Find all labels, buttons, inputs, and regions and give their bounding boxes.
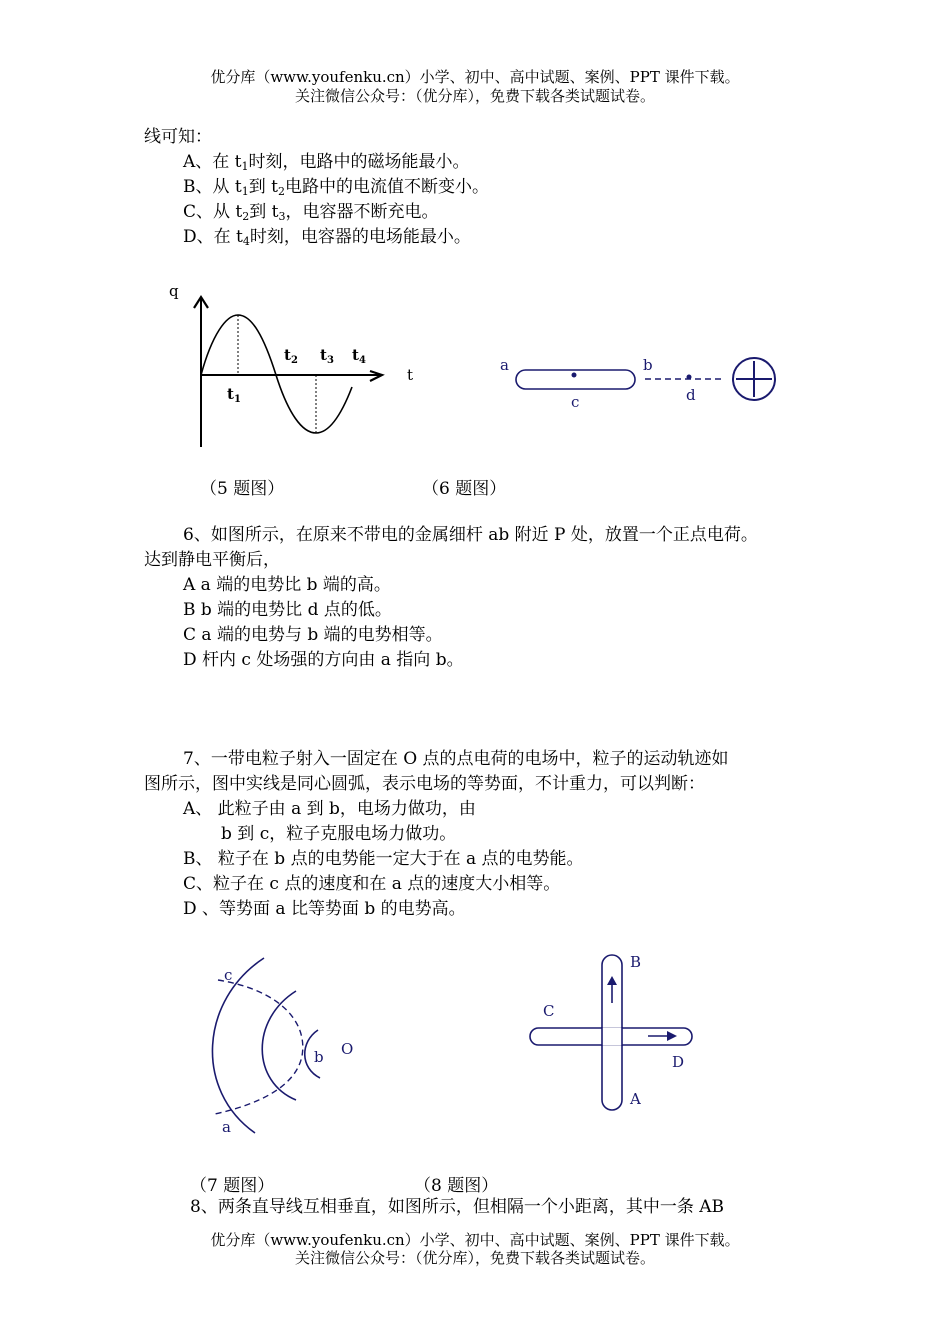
figure-8-caption: （8 题图） (414, 1176, 499, 1196)
equipotential-arc-b (262, 991, 296, 1100)
point-c-label: c (224, 966, 233, 984)
wire-end-b-label: B (630, 953, 642, 971)
point-o-label: O (341, 1040, 354, 1058)
q6-option-c: C a 端的电势与 b 端的电势相等。 (183, 625, 443, 645)
t-axis-label: t (407, 366, 414, 384)
q6-stem-line1: 6、如图所示，在原来不带电的金属细杆 ab 附近 P 处，放置一个正点电荷。 (183, 525, 758, 545)
rod-end-b-label: b (643, 356, 653, 374)
q5-option-b: B、从 $t_1$到 $t_2$电路中的电流值不断变小。 (183, 177, 489, 198)
figure-7-caption: （7 题图） (190, 1176, 275, 1196)
t4-label: $t_4$ (352, 346, 366, 366)
point-d-label: d (686, 386, 696, 404)
t3-label: $t_3$ (320, 346, 334, 366)
point-c-dot (572, 373, 577, 378)
t2-label: $t_2$ (284, 346, 298, 366)
q7-stem-line1: 7、一带电粒子射入一固定在 O 点的点电荷的电场中，粒子的运动轨迹如 (183, 749, 729, 769)
figure-8-perpendicular-wires (520, 945, 710, 1125)
q5-option-c: C、从 $t_2$到 $t_3$，电容器不断充电。 (183, 202, 439, 223)
q7-option-d: D 、等势面 a 比等势面 b 的电势高。 (183, 899, 466, 919)
rod-end-a-label: a (500, 356, 509, 374)
page-footer-line1: 优分库（www.youfenku.cn）小学、初中、高中试题、案例、PPT 课件下载。 (210, 1231, 740, 1249)
q6-stem-line2: 达到静电平衡后， (144, 550, 280, 570)
metal-rod-ab (516, 370, 635, 389)
q7-option-b: B、 粒子在 b 点的电势能一定大于在 a 点的电势能。 (183, 849, 584, 869)
point-d-dot (687, 375, 692, 380)
q-axis-label: q (169, 282, 179, 300)
q7-option-a-line1: A、 此粒子由 a 到 b，电场力做功，由 (183, 799, 476, 819)
q6-option-a: A a 端的电势比 b 端的高。 (183, 575, 391, 595)
point-a-label: a (222, 1118, 231, 1136)
q5-intro: 线可知： (144, 127, 212, 147)
particle-trajectory (215, 980, 303, 1114)
wire-end-d-label: D (672, 1053, 685, 1071)
q5-option-a: A、在 $t_1$时刻，电路中的磁场能最小。 (183, 152, 470, 173)
q8-stem-line1: 8、两条直导线互相垂直，如图所示，但相隔一个小距离，其中一条 AB (190, 1197, 724, 1217)
q7-stem-line2: 图所示，图中实线是同心圆弧，表示电场的等势面，不计重力，可以判断： (144, 774, 705, 794)
wire-end-a-label: A (630, 1090, 641, 1108)
page-header-line2: 关注微信公众号：（优分库），免费下载各类试题试卷。 (294, 87, 655, 105)
page-footer-line2: 关注微信公众号：（优分库），免费下载各类试题试卷。 (294, 1249, 655, 1267)
figure-5-caption: （5 题图） (200, 479, 285, 499)
q7-option-c: C、粒子在 c 点的速度和在 a 点的速度大小相等。 (183, 874, 561, 894)
point-c-label: c (571, 393, 580, 411)
t1-label: $t_1$ (227, 385, 241, 405)
q6-option-b: B b 端的电势比 d 点的低。 (183, 600, 392, 620)
figure-6-caption: （6 题图） (422, 479, 507, 499)
wire-end-c-label: C (543, 1002, 555, 1020)
page-header-line1: 优分库（www.youfenku.cn）小学、初中、高中试题、案例、PPT 课件下载。 (210, 68, 740, 86)
figure-5-graph (160, 275, 430, 455)
q5-option-d: D、在 $t_4$时刻，电容器的电场能最小。 (183, 227, 471, 248)
point-b-label: b (314, 1048, 324, 1066)
figure-7-equipotentials (200, 950, 390, 1140)
figure-6-rod (490, 345, 790, 420)
q6-option-d: D 杆内 c 处场强的方向由 a 指向 b。 (183, 650, 464, 670)
q7-option-a-line2: b 到 c，粒子克服电场力做功。 (221, 824, 457, 844)
